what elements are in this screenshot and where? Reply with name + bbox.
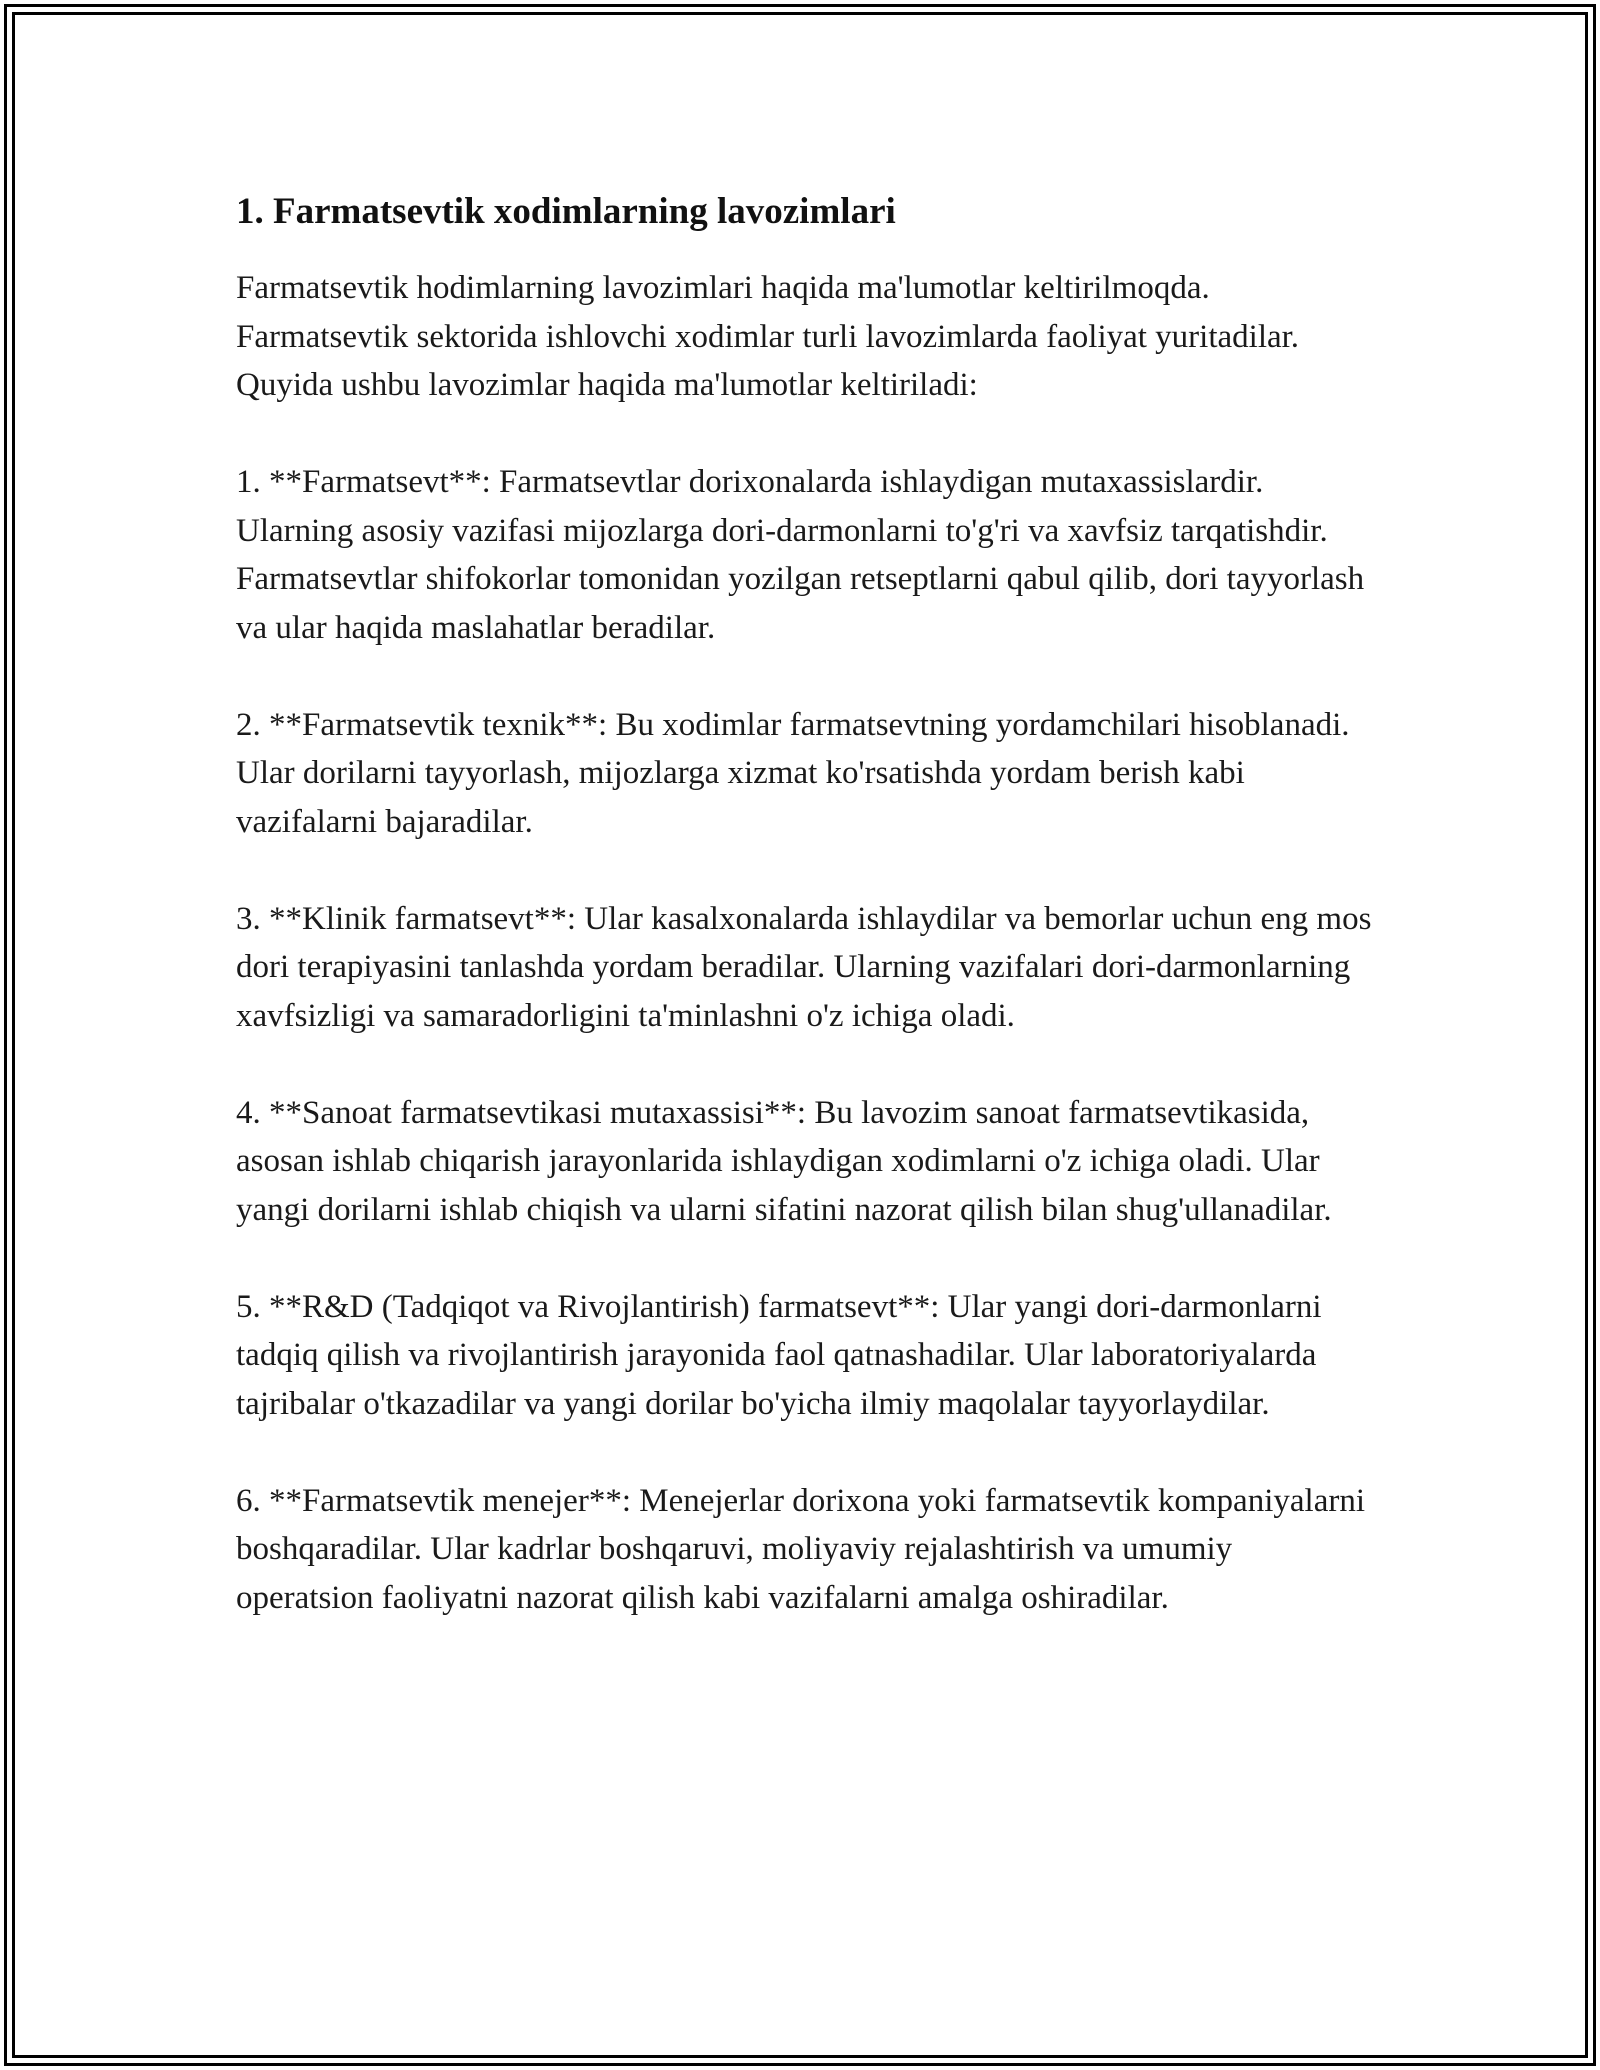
list-item-farmatsevtik-texnik: 2. **Farmatsevtik texnik**: Bu xodimlar farmatsevtning yordamchilari hisoblanadi. Ular dorilarni tayyorlash, mijozlarga xizmat ko'rsatishda yordam berish kabi vazifalarni bajaradilar.: [236, 706, 1350, 840]
list-item-sanoat-mutaxassisi: 4. **Sanoat farmatsevtikasi mutaxassisi**: Bu lavozim sanoat farmatsevtikasida, asosan ishlab chiqarish jarayonlarida ishlaydigan xodimlarni o'z ichiga oladi. Ular yangi dorilarni ishlab chiqish va ularni sifatini nazorat qilish bilan shug'ullanadilar.: [236, 1094, 1332, 1228]
list-item-klinik-farmatsevt: 3. **Klinik farmatsevt**: Ular kasalxonalarda ishlaydilar va bemorlar uchun eng mos dori terapiyasini tanlashda yordam beradilar. Ularning vazifalari dori-darmonlarning xavfsizligi va samaradorligini ta'minlashni o'z ichiga oladi.: [236, 900, 1372, 1034]
list-item-farmatsevt: 1. **Farmatsevt**: Farmatsevtlar dorixonalarda ishlaydigan mutaxassislardir. Ularning asosiy vazifasi mijozlarga dori-darmonlarni to'g'ri va xavfsiz tarqatishdir. Farmatsevtlar shifokorlar tomonidan yozilgan retseptlarni qabul qilib, dori tayyorlash va ular haqida maslahatlar beradilar.: [236, 464, 1365, 646]
intro-paragraph: Farmatsevtik hodimlarning lavozimlari haqida ma'lumotlar keltirilmoqda. Farmatsevtik sektorida ishlovchi xodimlar turli lavozimlarda faoliyat yuritadilar. Quyida ushbu lavozimlar haqida ma'lumotlar keltiriladi:: [236, 270, 1300, 403]
document-page: [236, 188, 1376, 1671]
list-item-farmatsevtik-menejer: 6. **Farmatsevtik menejer**: Menejerlar dorixona yoki farmatsevtik kompaniyalarni boshqaradilar. Ular kadrlar boshqaruvi, moliyaviy rejalashtirish va umumiy operatsion faoliyatni nazorat qilish kabi vazifalarni amalga oshiradilar.: [236, 1482, 1365, 1616]
list-item-rd-farmatsevt: 5. **R&D (Tadqiqot va Rivojlantirish) farmatsevt**: Ular yangi dori-darmonlarni tadqiq qilish va rivojlantirish jarayonida faol qatnashadilar. Ular laboratoriyalarda tajribalar o'tkazadilar va yangi dorilar bo'yicha ilmiy maqolalar tayyorlaydilar.: [236, 1288, 1322, 1422]
section-heading: 1. Farmatsevtik xodimlarning lavozimlari: [236, 191, 896, 232]
